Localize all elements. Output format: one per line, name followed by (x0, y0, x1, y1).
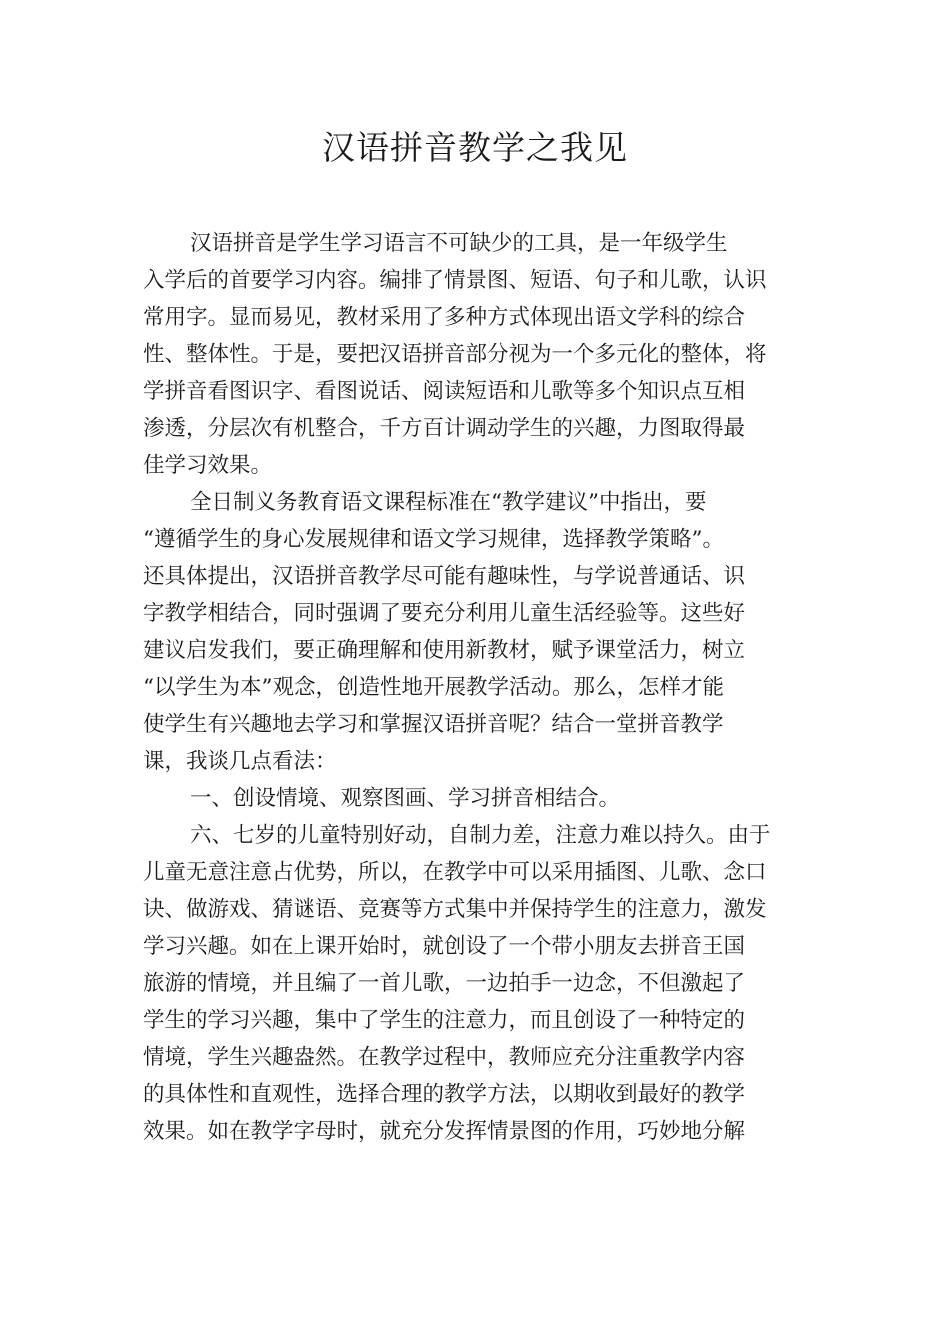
text-line: 旅游的情境，并且编了一首儿歌，一边拍手一边念，不但激起了 (143, 971, 746, 996)
text-line: 学拼音看图识字、看图说话、阅读短语和儿歌等多个知识点互相 (143, 379, 746, 404)
text-line: 建议启发我们，要正确理解和使用新教材，赋予课堂活力，树立 (143, 638, 746, 663)
text-line: 学习兴趣。如在上课开始时，就创设了一个带小朋友去拼音王国 (143, 934, 746, 959)
text-line: 诀、做游戏、猜谜语、竞赛等方式集中并保持学生的注意力，激发 (143, 897, 767, 922)
section-heading: 一、创设情境、观察图画、学习拼音相结合。 (190, 786, 621, 811)
text-line: 效果。如在教学字母时，就充分发挥情景图的作用，巧妙地分解 (143, 1119, 746, 1144)
text-line: 渗透，分层次有机整合，千方百计调动学生的兴趣，力图取得最 (143, 416, 746, 441)
text-line: 字教学相结合，同时强调了要充分利用儿童生活经验等。这些好 (143, 601, 746, 626)
text-line: 还具体提出，汉语拼音教学尽可能有趣味性，与学说普通话、识 (143, 564, 746, 589)
text-line: 佳学习效果。 (143, 453, 273, 478)
text-line: 课，我谈几点看法： (143, 749, 337, 774)
text-line: 性、整体性。于是，要把汉语拼音部分视为一个多元化的整体，将 (143, 342, 767, 367)
text-line: 汉语拼音是学生学习语言不可缺少的工具，是一年级学生 (190, 231, 728, 256)
text-line: 情境，学生兴趣盎然。在教学过程中，教师应充分注重教学内容 (143, 1045, 746, 1070)
text-line: 常用字。显而易见，教材采用了多种方式体现出语文学科的综合 (143, 305, 746, 330)
text-line: 全日制义务教育语文课程标准在“教学建议”中指出，要 (190, 490, 707, 515)
text-line: 学生的学习兴趣，集中了学生的注意力，而且创设了一种特定的 (143, 1008, 746, 1033)
text-line: 入学后的首要学习内容。编排了情景图、短语、句子和儿歌，认识 (143, 268, 767, 293)
text-line: 儿童无意注意占优势，所以，在教学中可以采用插图、儿歌、念口 (143, 860, 767, 885)
text-line: 的具体性和直观性，选择合理的教学方法，以期收到最好的教学 (143, 1082, 746, 1107)
document-title: 汉语拼音教学之我见 (322, 128, 628, 167)
text-line: 使学生有兴趣地去学习和掌握汉语拼音呢？结合一堂拼音教学 (143, 712, 724, 737)
text-line: 六、七岁的儿童特别好动，自制力差，注意力难以持久。由于 (190, 823, 771, 848)
text-line: “以学生为本”观念，创造性地开展教学活动。那么，怎样才能 (143, 675, 724, 700)
text-line: “遵循学生的身心发展规律和语文学习规律，选择教学策略”。 (143, 527, 724, 552)
